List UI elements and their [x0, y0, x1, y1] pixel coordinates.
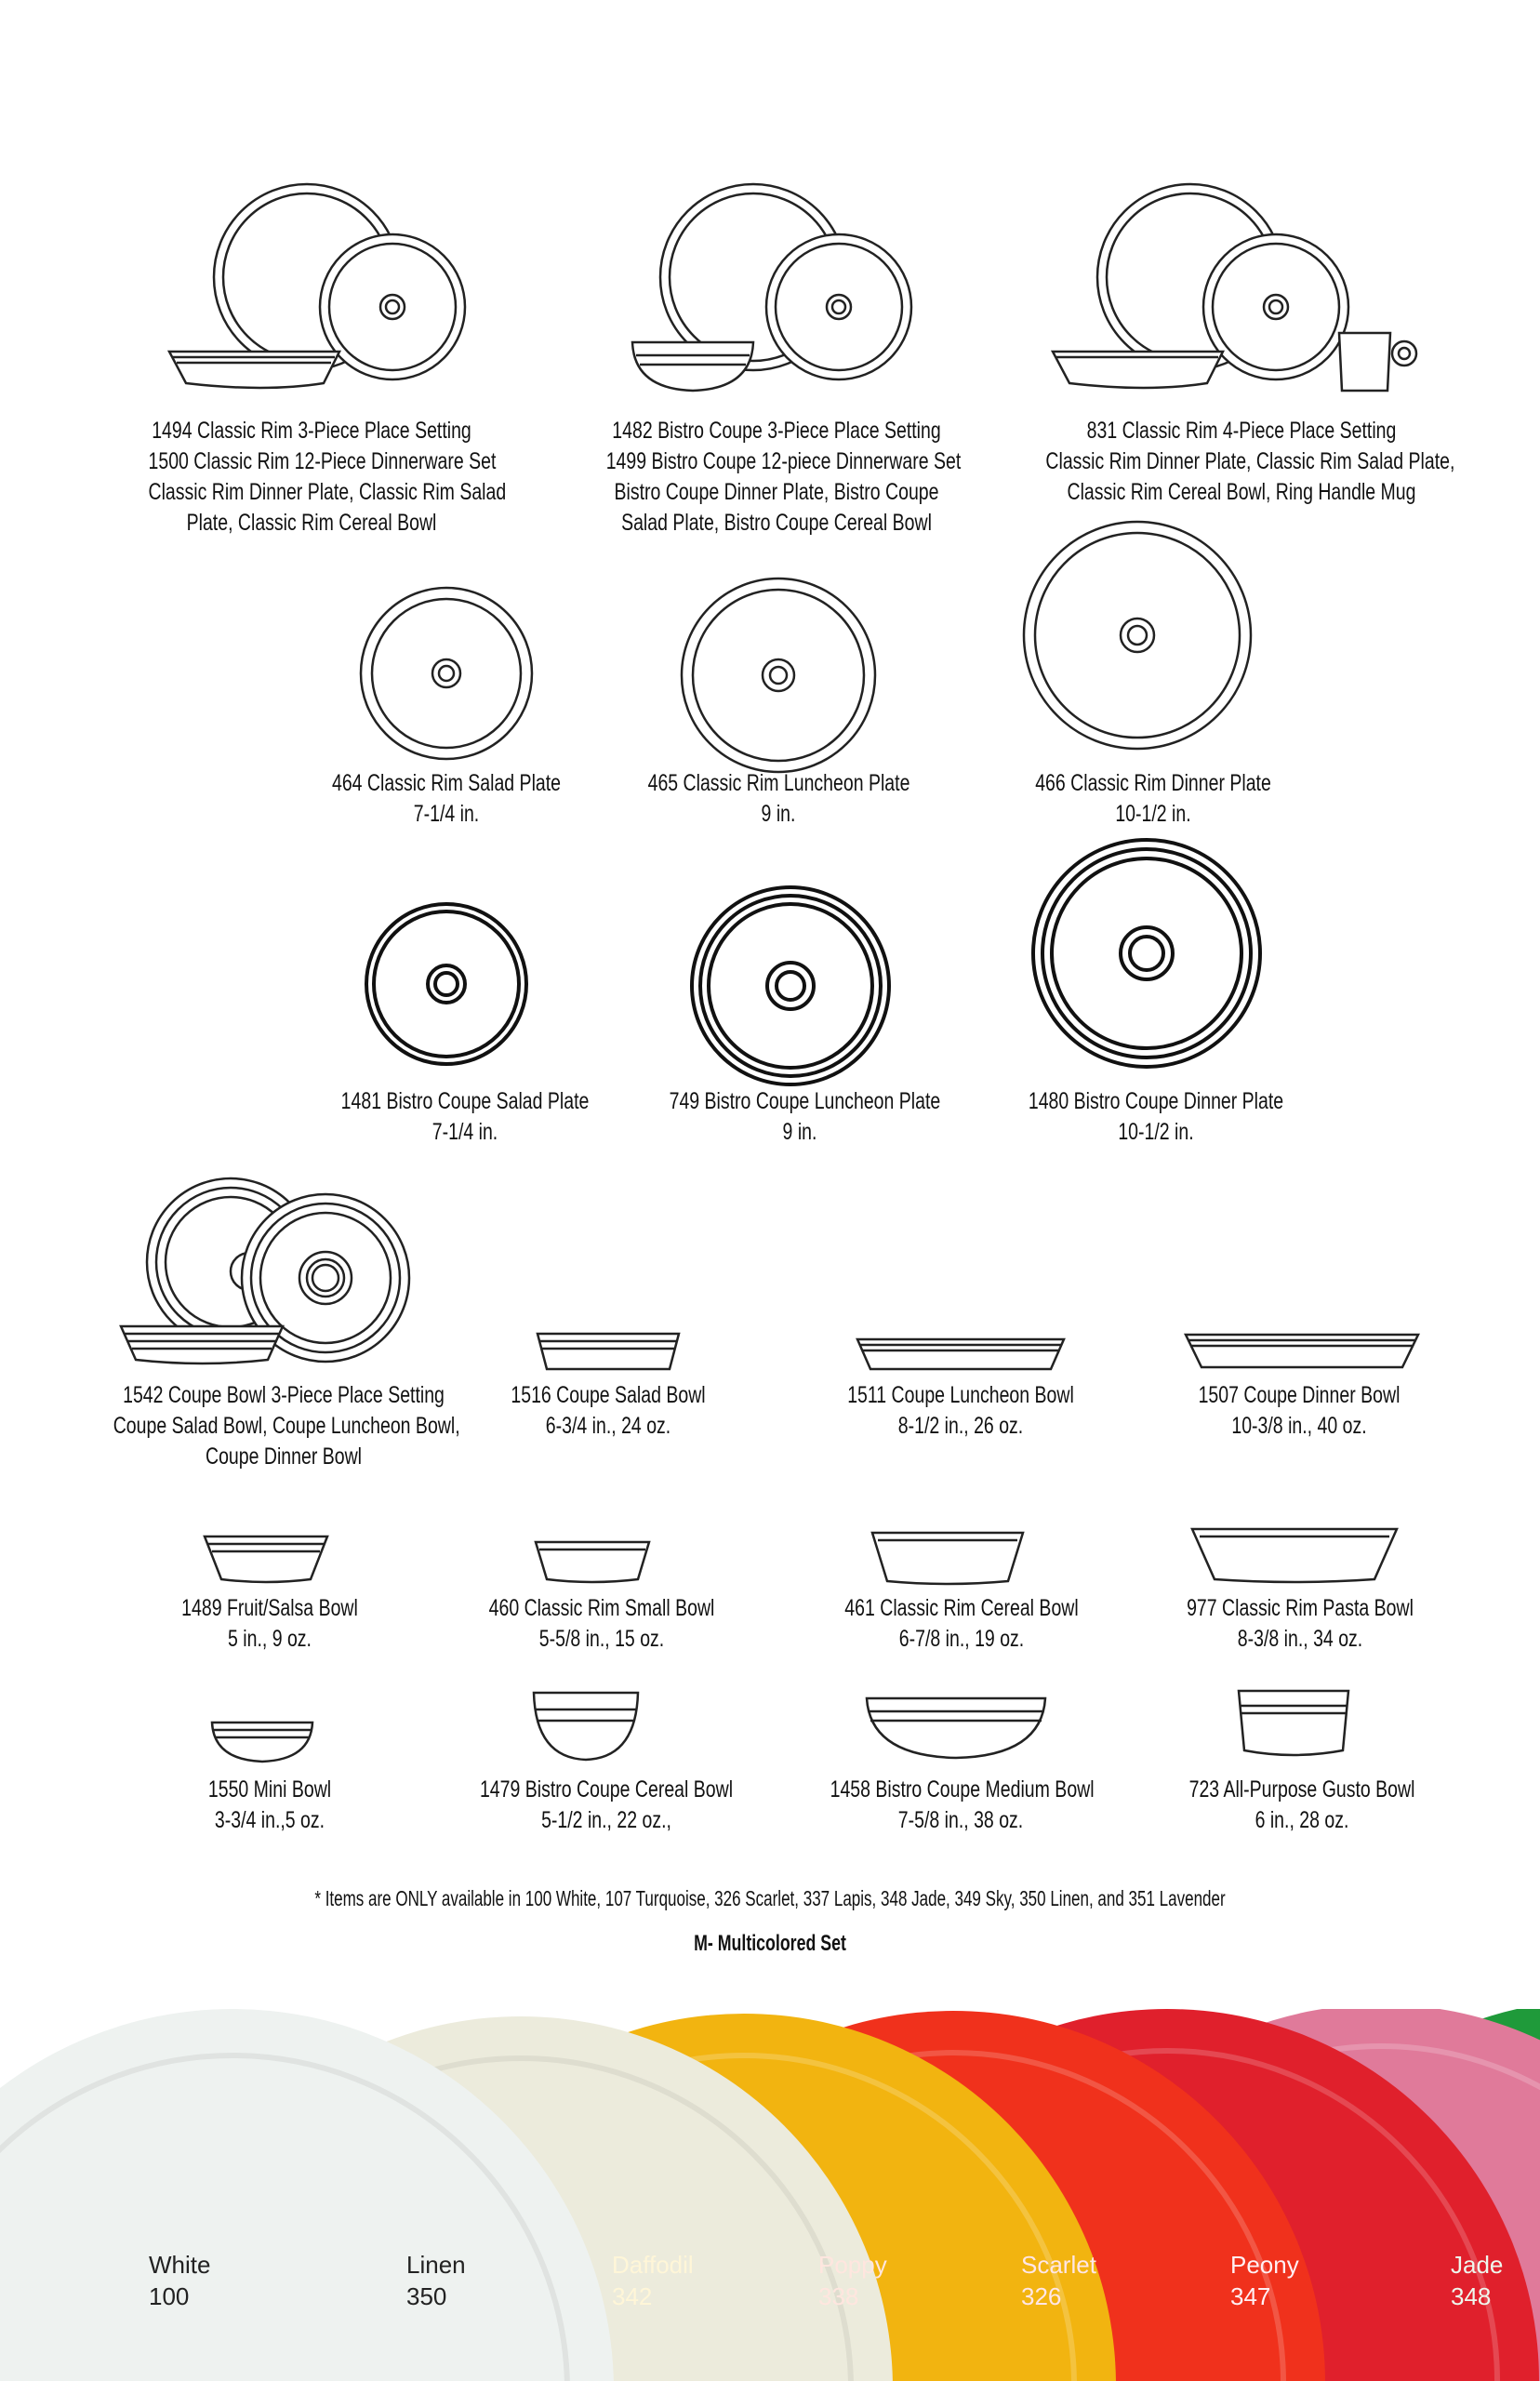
color-label-white	[149, 2249, 210, 2312]
classic-rim-small-bowl-illustration	[532, 1536, 653, 1585]
coupe-bowl-3-piece-set-caption: 1542 Coupe Bowl 3-Piece Place Setting Coupe Salad Bowl, Coupe Luncheon Bowl, Coupe Dinner Bowl	[113, 1382, 460, 1470]
color-name: White	[149, 2251, 211, 2279]
color-label-jade	[1451, 2249, 1503, 2312]
color-label-daffodil	[612, 2249, 694, 2312]
bistro-coupe-cereal-bowl-caption: 1479 Bistro Coupe Cereal Bowl 5-1/2 in., 22 oz.,	[479, 1776, 734, 1833]
color-name: Scarlet	[1021, 2251, 1096, 2279]
classic-rim-4-piece-set-caption: 831 Classic Rim 4-Piece Place Setting Classic Rim Dinner Plate, Classic Rim Salad Plate, Classic Rim Cereal Bowl, Ring Handle Mug	[1045, 418, 1455, 505]
mini-bowl-illustration	[208, 1717, 316, 1765]
classic-rim-salad-plate-caption: 464 Classic Rim Salad Plate 7-1/4 in.	[331, 770, 562, 827]
color-name: Peony	[1230, 2251, 1299, 2279]
coupe-luncheon-bowl-caption: 1511 Coupe Luncheon Bowl 8-1/2 in., 26 oz.	[847, 1382, 1074, 1439]
fruit-salsa-bowl-illustration	[201, 1531, 331, 1587]
color-code: 350	[406, 2282, 447, 2310]
color-code: 348	[1451, 2282, 1492, 2310]
mini-bowl-caption: 1550 Mini Bowl 3-3/4 in.,5 oz.	[207, 1776, 332, 1833]
bistro-coupe-dinner-plate-illustration	[1030, 837, 1263, 1070]
bistro-coupe-salad-plate-illustration	[363, 900, 530, 1068]
coupe-dinner-bowl-illustration	[1183, 1330, 1421, 1373]
bistro-coupe-3-piece-set-illustration	[623, 177, 939, 400]
color-label-linen	[406, 2249, 466, 2312]
classic-rim-3-piece-set-illustration	[158, 177, 511, 400]
bistro-coupe-luncheon-plate-caption: 749 Bistro Coupe Luncheon Plate 9 in.	[669, 1088, 941, 1145]
color-code: 342	[612, 2282, 653, 2310]
color-code: 347	[1230, 2282, 1271, 2310]
bistro-coupe-luncheon-plate-illustration	[688, 884, 893, 1088]
color-code: 326	[1021, 2282, 1062, 2310]
color-plates	[0, 2009, 1540, 2381]
multicolored-set-note: M- Multicolored Set	[694, 1931, 846, 1956]
color-name: Poppy	[818, 2251, 887, 2279]
classic-rim-cereal-bowl-caption: 461 Classic Rim Cereal Bowl 6-7/8 in., 19 oz.	[844, 1595, 1079, 1652]
bistro-coupe-medium-bowl-illustration	[863, 1693, 1049, 1763]
classic-rim-4-piece-set-illustration	[1042, 177, 1451, 400]
color-availability-footnote: * Items are ONLY available in 100 White, 107 Turquoise, 326 Scarlet, 337 Lapis, 348 Jade, 349 Sky, 350 Linen, and 351 Lavender	[314, 1886, 1226, 1910]
coupe-salad-bowl-illustration	[534, 1328, 683, 1375]
color-name: Linen	[406, 2251, 466, 2279]
all-purpose-gusto-bowl-illustration	[1235, 1685, 1352, 1765]
bistro-coupe-3-piece-set-caption: 1482 Bistro Coupe 3-Piece Place Setting 1499 Bistro Coupe 12-piece Dinnerware Set Bistro Coupe Dinner Plate, Bistro Coupe Salad Plate, Bistro Coupe Cereal Bowl	[605, 418, 962, 536]
color-swatch-strip	[0, 2009, 1540, 2381]
color-name: Daffodil	[612, 2251, 694, 2279]
coupe-dinner-bowl-caption: 1507 Coupe Dinner Bowl 10-3/8 in., 40 oz.	[1198, 1382, 1401, 1439]
classic-rim-salad-plate-illustration	[353, 580, 539, 766]
color-code: 338	[818, 2282, 859, 2310]
bistro-coupe-dinner-plate-caption: 1480 Bistro Coupe Dinner Plate 10-1/2 in.	[1028, 1088, 1284, 1145]
coupe-bowl-3-piece-set-illustration	[119, 1174, 454, 1375]
bistro-coupe-medium-bowl-caption: 1458 Bistro Coupe Medium Bowl 7-5/8 in., 38 oz.	[830, 1776, 1095, 1833]
all-purpose-gusto-bowl-caption: 723 All-Purpose Gusto Bowl 6 in., 28 oz.	[1188, 1776, 1415, 1833]
color-name: Jade	[1451, 2251, 1504, 2279]
color-code: 100	[149, 2282, 190, 2310]
color-label-poppy	[818, 2249, 887, 2312]
classic-rim-small-bowl-caption: 460 Classic Rim Small Bowl 5-5/8 in., 15 oz.	[488, 1595, 715, 1652]
color-label-peony	[1230, 2249, 1299, 2312]
color-label-scarlet	[1021, 2249, 1096, 2312]
classic-rim-dinner-plate-illustration	[1021, 519, 1254, 752]
classic-rim-luncheon-plate-caption: 465 Classic Rim Luncheon Plate 9 in.	[647, 770, 910, 827]
classic-rim-pasta-bowl-illustration	[1188, 1523, 1401, 1585]
classic-rim-pasta-bowl-caption: 977 Classic Rim Pasta Bowl 8-3/8 in., 34 oz.	[1187, 1595, 1414, 1652]
classic-rim-cereal-bowl-illustration	[869, 1527, 1027, 1587]
classic-rim-dinner-plate-caption: 466 Classic Rim Dinner Plate 10-1/2 in.	[1035, 770, 1271, 827]
bistro-coupe-salad-plate-caption: 1481 Bistro Coupe Salad Plate 7-1/4 in.	[340, 1088, 590, 1145]
fruit-salsa-bowl-caption: 1489 Fruit/Salsa Bowl 5 in., 9 oz.	[181, 1595, 358, 1652]
bistro-coupe-cereal-bowl-illustration	[530, 1687, 642, 1765]
classic-rim-3-piece-set-caption: 1494 Classic Rim 3-Piece Place Setting 1500 Classic Rim 12-Piece Dinnerware Set Classic Rim Dinner Plate, Classic Rim Salad Plate, Classic Rim Cereal Bowl	[148, 418, 507, 536]
classic-rim-luncheon-plate-illustration	[676, 573, 881, 778]
coupe-salad-bowl-caption: 1516 Coupe Salad Bowl 6-3/4 in., 24 oz.	[511, 1382, 706, 1439]
coupe-luncheon-bowl-illustration	[854, 1334, 1068, 1373]
